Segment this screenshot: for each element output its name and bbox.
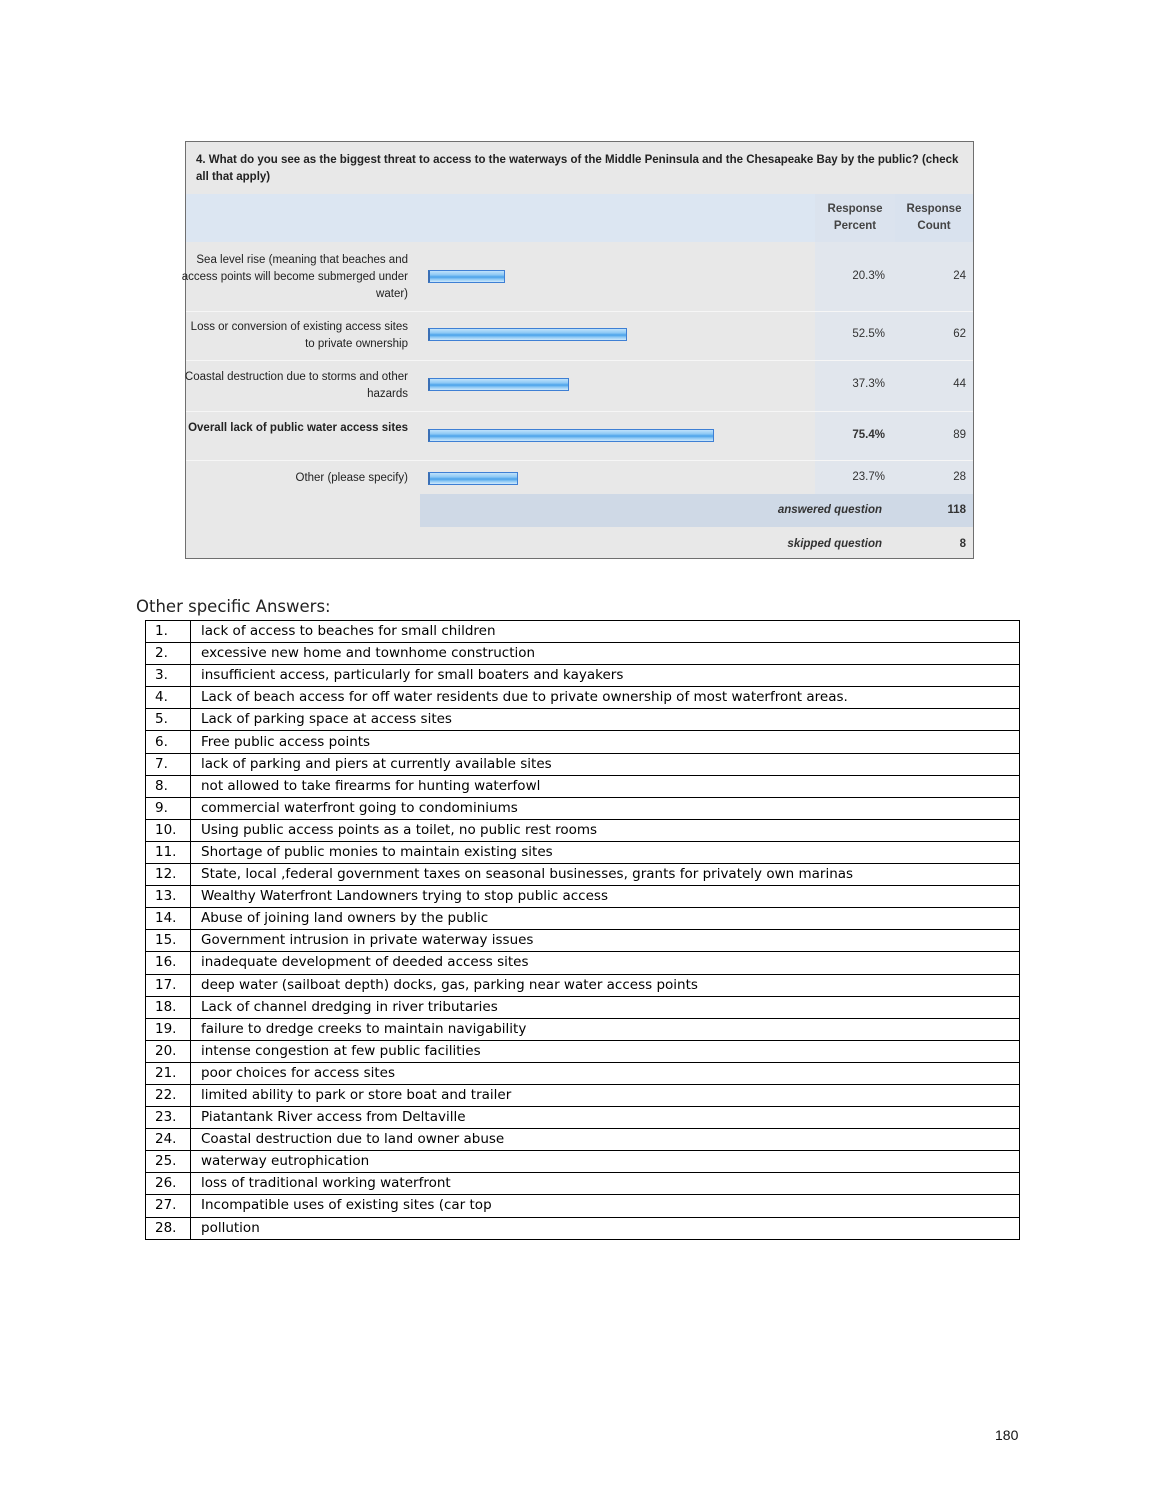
response-percent: 52.5% bbox=[852, 328, 885, 340]
other-answers-heading: Other specific Answers: bbox=[136, 597, 331, 616]
answer-row bbox=[146, 1018, 1020, 1040]
answer-number: 17. bbox=[146, 974, 191, 996]
question-title: 4. What do you see as the biggest threat to access to the waterways of the Middle Peninsula and the Chesapeake Bay by the public? (check all that apply) bbox=[196, 154, 959, 183]
answer-row bbox=[146, 1217, 1020, 1239]
answer-row bbox=[146, 1151, 1020, 1173]
answer-row bbox=[146, 1040, 1020, 1062]
row-label: Loss or conversion of existing access sites to private ownership bbox=[190, 321, 408, 350]
answer-row bbox=[146, 996, 1020, 1018]
row-label: Overall lack of public water access sites bbox=[188, 422, 408, 434]
response-percent: 23.7% bbox=[852, 471, 885, 483]
answer-number: 25. bbox=[146, 1151, 191, 1173]
response-count: 28 bbox=[953, 471, 966, 483]
answer-row bbox=[146, 621, 1020, 643]
answer-text: State, local ,federal government taxes on seasonal businesses, grants for privately own marinas bbox=[191, 864, 1020, 886]
answer-row bbox=[146, 930, 1020, 952]
answer-text: failure to dredge creeks to maintain navigability bbox=[191, 1018, 1020, 1040]
answer-number: 4. bbox=[146, 687, 191, 709]
header-response-percent bbox=[815, 201, 895, 235]
answer-text: inadequate development of deeded access sites bbox=[191, 952, 1020, 974]
answer-text: Shortage of public monies to maintain existing sites bbox=[191, 841, 1020, 863]
answer-number: 2. bbox=[146, 643, 191, 665]
answer-text: Lack of channel dredging in river tributaries bbox=[191, 996, 1020, 1018]
answer-text: Incompatible uses of existing sites (car top bbox=[191, 1195, 1020, 1217]
answer-row bbox=[146, 974, 1020, 996]
answer-text: loss of traditional working waterfront bbox=[191, 1173, 1020, 1195]
answer-number: 18. bbox=[146, 996, 191, 1018]
answer-row bbox=[146, 643, 1020, 665]
row-label: Other (please specify) bbox=[295, 472, 408, 484]
answer-text: Free public access points bbox=[191, 731, 1020, 753]
answer-row bbox=[146, 797, 1020, 819]
response-bar bbox=[428, 270, 505, 283]
answer-number: 23. bbox=[146, 1107, 191, 1129]
response-percent: 20.3% bbox=[852, 270, 885, 282]
answer-text: limited ability to park or store boat and trailer bbox=[191, 1084, 1020, 1106]
answer-row bbox=[146, 1173, 1020, 1195]
answer-number: 28. bbox=[146, 1217, 191, 1239]
response-count: 24 bbox=[953, 270, 966, 282]
answer-number: 19. bbox=[146, 1018, 191, 1040]
other-answers-table bbox=[145, 620, 1020, 1240]
answer-number: 27. bbox=[146, 1195, 191, 1217]
answer-row bbox=[146, 841, 1020, 863]
answer-number: 16. bbox=[146, 952, 191, 974]
response-count: 89 bbox=[953, 429, 966, 441]
answer-row bbox=[146, 886, 1020, 908]
answer-number: 26. bbox=[146, 1173, 191, 1195]
answer-text: lack of access to beaches for small children bbox=[191, 621, 1020, 643]
answer-number: 13. bbox=[146, 886, 191, 908]
response-bar bbox=[428, 429, 714, 442]
response-percent: 75.4% bbox=[852, 429, 885, 441]
answer-number: 9. bbox=[146, 797, 191, 819]
response-bar bbox=[428, 328, 627, 341]
answer-text: poor choices for access sites bbox=[191, 1062, 1020, 1084]
answer-text: Government intrusion in private waterway issues bbox=[191, 930, 1020, 952]
answer-row bbox=[146, 775, 1020, 797]
response-percent: 37.3% bbox=[852, 378, 885, 390]
answer-row bbox=[146, 1107, 1020, 1129]
answer-number: 24. bbox=[146, 1129, 191, 1151]
answer-number: 1. bbox=[146, 621, 191, 643]
answer-text: intense congestion at few public facilities bbox=[191, 1040, 1020, 1062]
answer-text: Lack of beach access for off water residents due to private ownership of most waterfront areas. bbox=[191, 687, 1020, 709]
response-count: 62 bbox=[953, 328, 966, 340]
answer-row bbox=[146, 665, 1020, 687]
answer-row bbox=[146, 1195, 1020, 1217]
answer-number: 12. bbox=[146, 864, 191, 886]
survey-results-panel bbox=[181, 141, 974, 559]
skipped-question-value: 8 bbox=[959, 538, 966, 550]
response-bar bbox=[428, 472, 518, 485]
response-count: 44 bbox=[953, 378, 966, 390]
header-percent-line1: Response bbox=[827, 203, 883, 215]
answer-number: 8. bbox=[146, 775, 191, 797]
answer-number: 11. bbox=[146, 841, 191, 863]
answer-number: 21. bbox=[146, 1062, 191, 1084]
answer-text: insufficient access, particularly for small boaters and kayakers bbox=[191, 665, 1020, 687]
answer-number: 7. bbox=[146, 753, 191, 775]
answer-text: waterway eutrophication bbox=[191, 1151, 1020, 1173]
answer-number: 10. bbox=[146, 819, 191, 841]
answer-text: not allowed to take firearms for hunting waterfowl bbox=[191, 775, 1020, 797]
row-separator bbox=[186, 311, 973, 312]
skipped-question-label: skipped question bbox=[787, 538, 882, 550]
answer-text: deep water (sailboat depth) docks, gas, parking near water access points bbox=[191, 974, 1020, 996]
answer-number: 20. bbox=[146, 1040, 191, 1062]
row-label: Coastal destruction due to storms and other hazards bbox=[184, 371, 408, 400]
answer-number: 15. bbox=[146, 930, 191, 952]
answer-row bbox=[146, 709, 1020, 731]
header-count-line2: Count bbox=[917, 220, 951, 232]
row-separator bbox=[186, 360, 973, 361]
answer-row bbox=[146, 1062, 1020, 1084]
header-percent-line2: Percent bbox=[833, 220, 877, 232]
answer-row bbox=[146, 908, 1020, 930]
answer-row bbox=[146, 952, 1020, 974]
answer-row bbox=[146, 819, 1020, 841]
answer-number: 5. bbox=[146, 709, 191, 731]
answer-row bbox=[146, 731, 1020, 753]
answer-text: Piatantank River access from Deltaville bbox=[191, 1107, 1020, 1129]
row-label: Sea level rise (meaning that beaches and access points will become submerged under water) bbox=[181, 254, 408, 300]
response-bar bbox=[428, 378, 569, 391]
answer-text: Coastal destruction due to land owner abuse bbox=[191, 1129, 1020, 1151]
answer-text: pollution bbox=[191, 1217, 1020, 1239]
answer-number: 6. bbox=[146, 731, 191, 753]
answer-row bbox=[146, 753, 1020, 775]
answer-text: Using public access points as a toilet, no public rest rooms bbox=[191, 819, 1020, 841]
answer-row bbox=[146, 1129, 1020, 1151]
answer-text: excessive new home and townhome construction bbox=[191, 643, 1020, 665]
answer-text: commercial waterfront going to condominiums bbox=[191, 797, 1020, 819]
header-response-count bbox=[895, 201, 973, 235]
answer-row bbox=[146, 864, 1020, 886]
answer-text: lack of parking and piers at currently available sites bbox=[191, 753, 1020, 775]
header-count-line1: Response bbox=[906, 203, 962, 215]
answered-question-value: 118 bbox=[947, 504, 966, 516]
answer-number: 3. bbox=[146, 665, 191, 687]
row-separator bbox=[186, 411, 973, 412]
answer-row bbox=[146, 1084, 1020, 1106]
answer-text: Abuse of joining land owners by the public bbox=[191, 908, 1020, 930]
page-number: 180 bbox=[995, 1427, 1019, 1443]
row-separator bbox=[186, 460, 973, 461]
answer-text: Lack of parking space at access sites bbox=[191, 709, 1020, 731]
answer-number: 14. bbox=[146, 908, 191, 930]
answer-row bbox=[146, 687, 1020, 709]
answers-body bbox=[146, 621, 1020, 1240]
answered-question-label: answered question bbox=[777, 504, 882, 516]
answer-text: Wealthy Waterfront Landowners trying to stop public access bbox=[191, 886, 1020, 908]
answer-number: 22. bbox=[146, 1084, 191, 1106]
